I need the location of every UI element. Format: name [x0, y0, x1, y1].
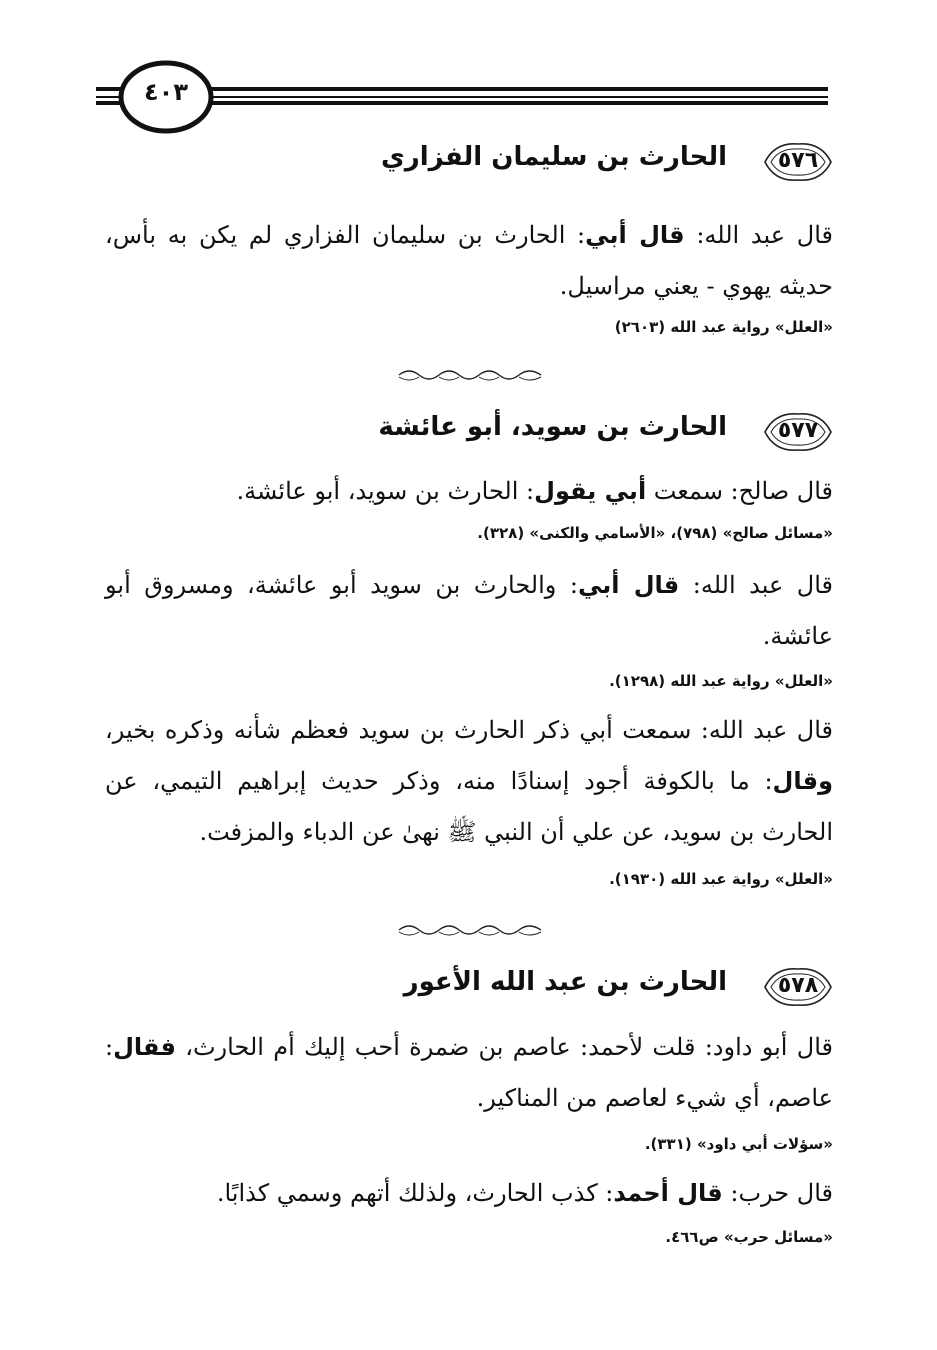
narration-text: : الحارث بن سليمان الفزاري لم يكن به بأس، حديثه يهوي - يعني مراسيل. — [105, 221, 833, 300]
source-citation: «العلل» رواية عبد الله (١٢٩٨). — [609, 672, 833, 690]
source-citation: «مسائل حرب» ص٤٦٦. — [665, 1228, 833, 1246]
narration-bold-phrase: وقال — [772, 767, 833, 795]
entry-title: الحارث بن عبد الله الأعور — [403, 967, 727, 997]
narration-text: : ما بالكوفة أجود إسنادًا منه، وذكر حديث إبراهيم التيمي، عن الحارث بن سويد، عن علي أن النبي ﷺ نهىٰ عن الدباء والمزفت. — [105, 767, 833, 846]
source-citation: «العلل» رواية عبد الله (٢٦٠٣) — [614, 318, 833, 336]
narration-speaker: قال صالح: سمعت — [646, 477, 833, 505]
narration-bold-phrase: فقال — [113, 1033, 176, 1061]
narration-paragraph — [105, 1022, 833, 1124]
entry-number: ٥٧٧ — [777, 418, 819, 443]
narration-text: : الحارث بن سويد، أبو عائشة. — [236, 477, 535, 505]
narration-speaker: قال حرب: — [722, 1179, 833, 1207]
narration-bold-phrase: قال أبي — [585, 221, 685, 249]
entry-heading — [97, 963, 837, 1011]
narration-text: : عاصم، أي شيء لعاصم من المناكير. — [105, 1033, 833, 1112]
narration-paragraph — [105, 210, 833, 312]
entry-heading — [97, 408, 837, 456]
section-divider-ornament — [395, 365, 545, 385]
narration-bold-phrase: قال أحمد — [613, 1179, 723, 1207]
narration-speaker: قال عبد الله: — [684, 221, 833, 249]
narration-paragraph — [105, 1168, 833, 1219]
narration-text: : كذب الحارث، ولذلك أتهم وسمي كذابًا. — [216, 1179, 614, 1207]
source-citation: «سؤلات أبي داود» (٣٣١). — [644, 1135, 833, 1153]
entry-number: ٥٧٨ — [777, 973, 819, 998]
entry-heading — [97, 138, 837, 186]
narration-text: : والحارث بن سويد أبو عائشة، ومسروق أبو عائشة. — [105, 571, 833, 650]
page-number: ٤٠٣ — [144, 78, 188, 106]
narration-bold-phrase: قال أبي — [577, 571, 680, 599]
narration-bold-phrase: أبي يقول — [534, 477, 647, 505]
source-citation: «مسائل صالح» (٧٩٨)، «الأسامي والكنى» (٣٢٨). — [477, 524, 833, 542]
narration-paragraph — [105, 560, 833, 662]
entry-title: الحارث بن سويد، أبو عائشة — [378, 412, 727, 442]
source-citation: «العلل» رواية عبد الله (١٩٣٠). — [609, 870, 833, 888]
narration-speaker: قال عبد الله: — [679, 571, 834, 599]
header-rule-ornament — [0, 0, 937, 140]
narration-paragraph — [105, 705, 833, 858]
narration-speaker: قال أبو داود: قلت لأحمد: عاصم بن ضمرة أحب إليك أم الحارث، — [175, 1033, 833, 1061]
narration-paragraph — [105, 466, 833, 517]
entry-title: الحارث بن سليمان الفزاري — [380, 142, 727, 172]
page-header — [0, 0, 937, 140]
section-divider-ornament — [395, 920, 545, 940]
entry-number-badge — [759, 408, 837, 456]
narration-speaker: قال عبد الله: سمعت أبي ذكر الحارث بن سويد فعظم شأنه وذكره بخير، — [105, 716, 833, 744]
entry-number-badge — [759, 138, 837, 186]
entry-number-badge — [759, 963, 837, 1011]
entry-number: ٥٧٦ — [777, 148, 819, 173]
